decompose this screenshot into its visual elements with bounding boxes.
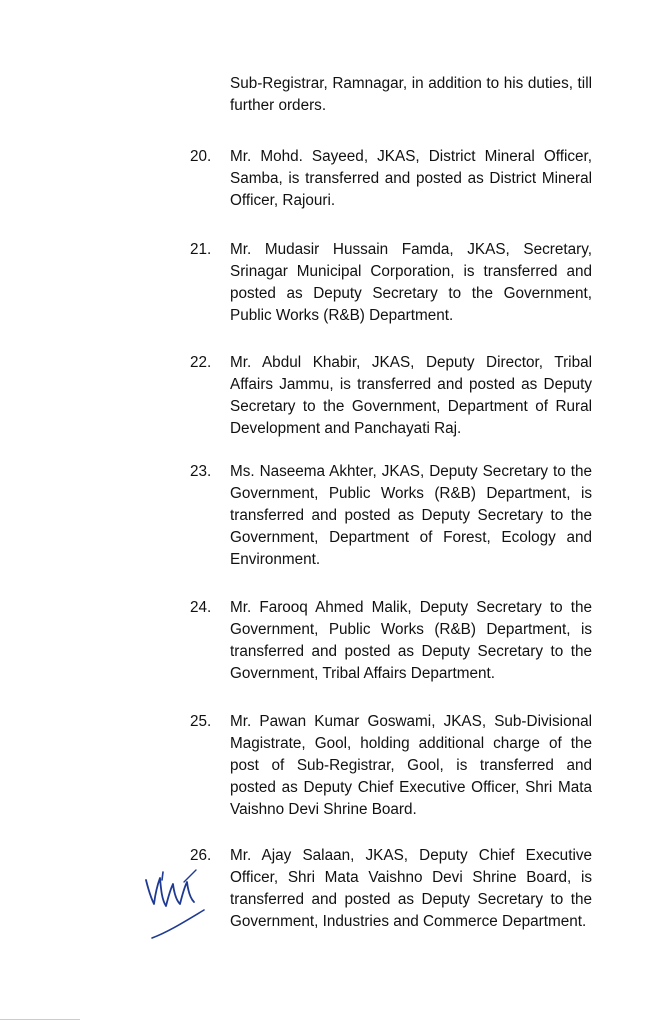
item-text: Mr. Ajay Salaan, JKAS, Deputy Chief Executive Officer, Shri Mata Vaishno Devi Shrine Board, is transferred and posted as Deputy Secretary to the Government, Industries and Commerce Department. [230, 847, 592, 930]
item-text: Mr. Farooq Ahmed Malik, Deputy Secretary to the Government, Public Works (R&B) Department, is transferred and posted as Deputy Secretary to the Government, Tribal Affairs Department. [230, 599, 592, 682]
item-number: 25. [190, 713, 212, 730]
item-text: Mr. Mohd. Sayeed, JKAS, District Mineral Officer, Samba, is transferred and posted as District Mineral Officer, Rajouri. [230, 148, 592, 209]
continuation-paragraph: Sub-Registrar, Ramnagar, in addition to his duties, till further orders. [230, 75, 592, 114]
item-number: 26. [190, 847, 212, 864]
item-number: 22. [190, 354, 212, 371]
item-number: 24. [190, 599, 212, 616]
item-number: 23. [190, 463, 212, 480]
item-text: Mr. Mudasir Hussain Famda, JKAS, Secretary, Srinagar Municipal Corporation, is transferred and posted as Deputy Secretary to the Government, Public Works (R&B) Department. [230, 241, 592, 324]
scan-edge-line [0, 1019, 80, 1020]
handwritten-signature [140, 860, 210, 940]
item-text: Ms. Naseema Akhter, JKAS, Deputy Secretary to the Government, Public Works (R&B) Department, is transferred and posted as Deputy Secretary to the Government, Department of Forest, Ecology and Environment. [230, 463, 592, 568]
item-text: Mr. Pawan Kumar Goswami, JKAS, Sub-Divisional Magistrate, Gool, holding additional charge of the post of Sub-Registrar, Gool, is transferred and posted as Deputy Chief Executive Officer, Shri Mata Vaishno Devi Shrine Board. [230, 713, 592, 818]
item-number: 20. [190, 148, 212, 165]
item-number: 21. [190, 241, 212, 258]
item-text: Mr. Abdul Khabir, JKAS, Deputy Director, Tribal Affairs Jammu, is transferred and posted as Deputy Secretary to the Government, Department of Rural Development and Panchayati Raj. [230, 354, 592, 437]
